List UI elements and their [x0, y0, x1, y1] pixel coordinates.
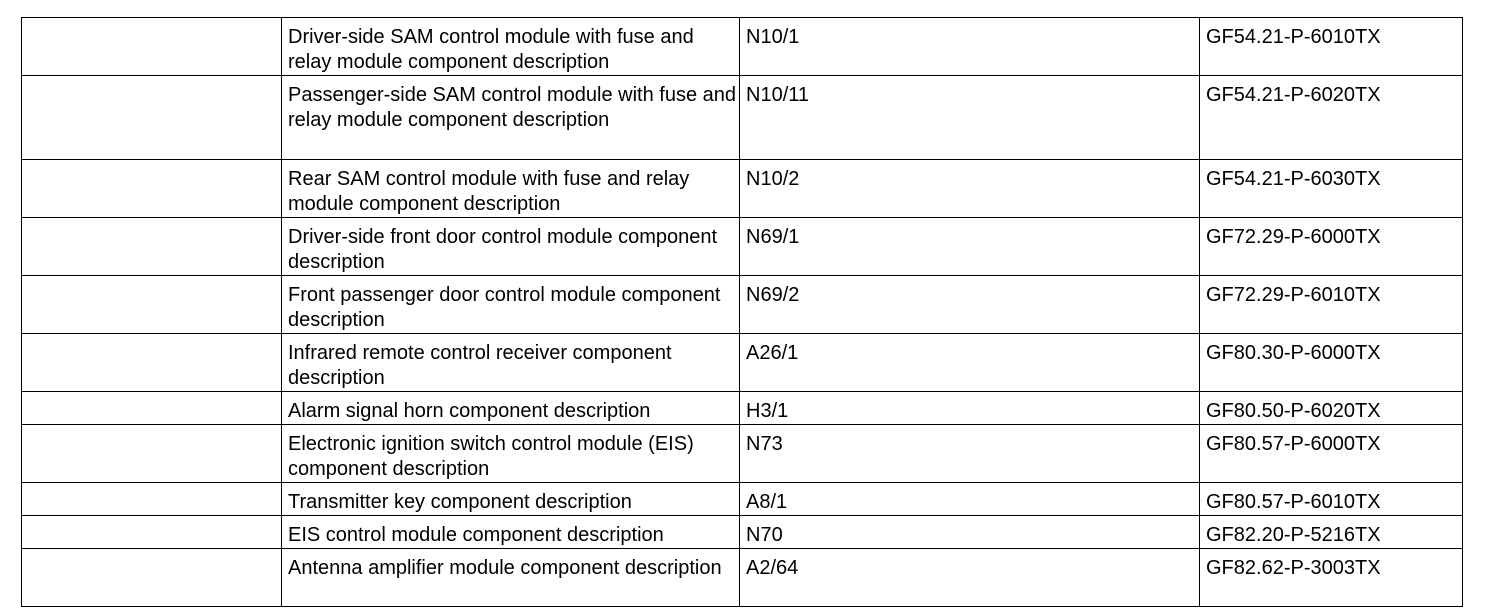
table-row: [22, 18, 1463, 76]
empty-cell: [22, 76, 282, 160]
code-cell: N69/2: [740, 276, 1200, 334]
description-cell: Infrared remote control receiver component description: [282, 334, 740, 392]
description-cell: EIS control module component description: [282, 516, 740, 549]
code-cell: A26/1: [740, 334, 1200, 392]
table-row: [22, 483, 1463, 516]
code-cell: N69/1: [740, 218, 1200, 276]
empty-cell: [22, 218, 282, 276]
code-cell: H3/1: [740, 392, 1200, 425]
code-cell: A8/1: [740, 483, 1200, 516]
document-cell: GF80.57-P-6000TX: [1200, 425, 1463, 483]
description-cell: Front passenger door control module component description: [282, 276, 740, 334]
table-row: [22, 76, 1463, 160]
document-cell: GF82.20-P-5216TX: [1200, 516, 1463, 549]
document-cell: GF82.62-P-3003TX: [1200, 549, 1463, 607]
empty-cell: [22, 392, 282, 425]
code-cell: N10/11: [740, 76, 1200, 160]
document-cell: GF80.30-P-6000TX: [1200, 334, 1463, 392]
description-cell: Alarm signal horn component description: [282, 392, 740, 425]
component-reference-table: [21, 17, 1463, 607]
code-cell: N10/1: [740, 18, 1200, 76]
code-cell: N73: [740, 425, 1200, 483]
table-row: [22, 160, 1463, 218]
empty-cell: [22, 516, 282, 549]
empty-cell: [22, 549, 282, 607]
table-row: [22, 425, 1463, 483]
table-row: [22, 549, 1463, 607]
empty-cell: [22, 334, 282, 392]
description-cell: Driver-side front door control module component description: [282, 218, 740, 276]
empty-cell: [22, 425, 282, 483]
document-cell: GF72.29-P-6000TX: [1200, 218, 1463, 276]
description-cell: Passenger-side SAM control module with fuse and relay module component description: [282, 76, 740, 160]
code-cell: N70: [740, 516, 1200, 549]
empty-cell: [22, 160, 282, 218]
code-cell: A2/64: [740, 549, 1200, 607]
table-row: [22, 334, 1463, 392]
document-cell: GF72.29-P-6010TX: [1200, 276, 1463, 334]
document-cell: GF54.21-P-6020TX: [1200, 76, 1463, 160]
empty-cell: [22, 276, 282, 334]
table-row: [22, 218, 1463, 276]
table-row: [22, 276, 1463, 334]
document-cell: GF80.57-P-6010TX: [1200, 483, 1463, 516]
document-cell: GF54.21-P-6030TX: [1200, 160, 1463, 218]
table-row: [22, 392, 1463, 425]
empty-cell: [22, 18, 282, 76]
description-cell: Antenna amplifier module component description: [282, 549, 740, 607]
description-cell: Transmitter key component description: [282, 483, 740, 516]
empty-cell: [22, 483, 282, 516]
code-cell: N10/2: [740, 160, 1200, 218]
description-cell: Rear SAM control module with fuse and relay module component description: [282, 160, 740, 218]
document-cell: GF54.21-P-6010TX: [1200, 18, 1463, 76]
table-row: [22, 516, 1463, 549]
description-cell: Electronic ignition switch control module (EIS) component description: [282, 425, 740, 483]
document-cell: GF80.50-P-6020TX: [1200, 392, 1463, 425]
description-cell: Driver-side SAM control module with fuse and relay module component description: [282, 18, 740, 76]
